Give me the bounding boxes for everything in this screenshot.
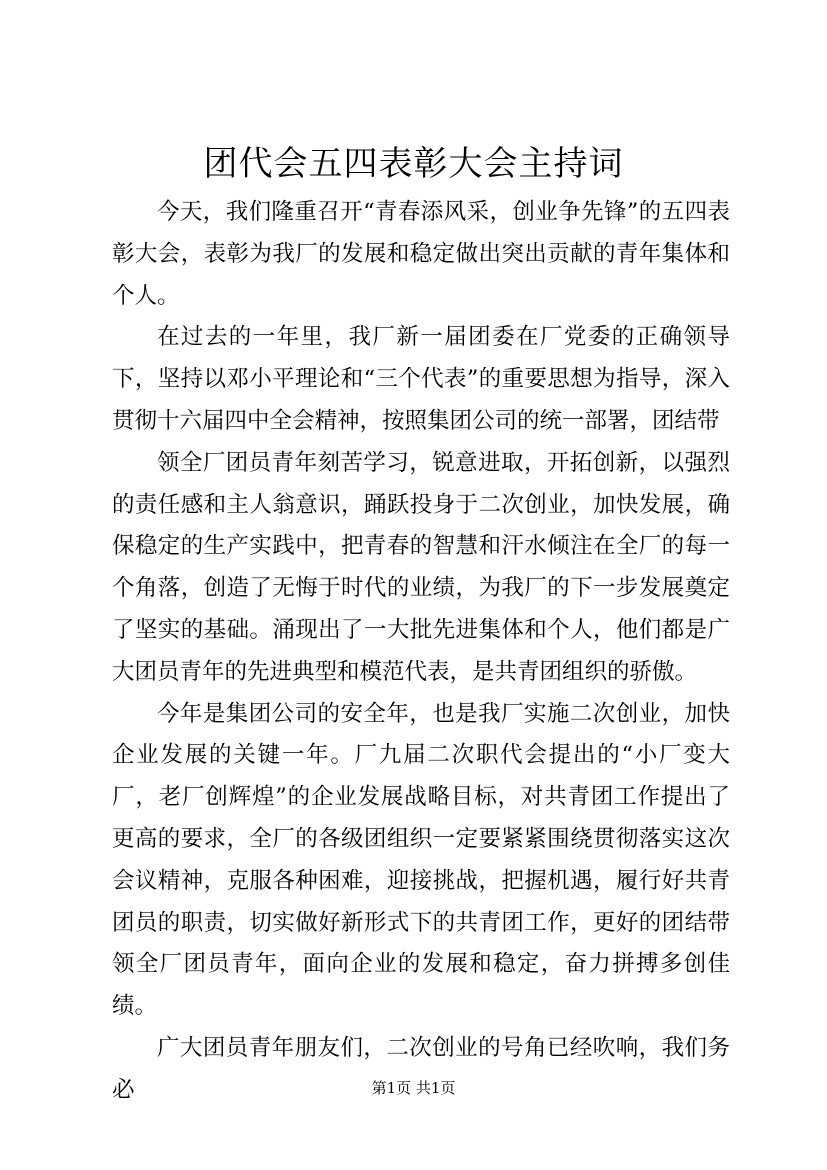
document-title: 团代会五四表彰大会主持词 [203,144,624,184]
paragraph: 在过去的一年里，我厂新一届团委在厂党委的正确领导下，坚持以邓小平理论和“三个代表”的重要思想为指导，深入贯彻十六届四中全会精神，按照集团公司的统一部署，团结带 [112,324,730,434]
paragraph: 今天，我们隆重召开“青春添风采，创业争先锋”的五四表彰大会，表彰为我厂的发展和稳定做出突出贡献的青年集体和个人。 [112,199,730,309]
paragraph: 今年是集团公司的安全年，也是我厂实施二次创业，加快企业发展的关键一年。厂九届二次职代会提出的“小厂变大厂，老厂创辉煌”的企业发展战略目标，对共青团工作提出了更高的要求，全厂的各级团组织一定要紧紧围绕贯彻落实这次会议精神，克服各种困难，迎接挑战，把握机遇，履行好共青团员的职责，切实做好新形式下的共青团工作，更好的团结带领全厂团员青年，面向企业的发展和稳定，奋力拼搏多创佳绩。 [112,700,730,1020]
page-footer: 第1页 共1页 [371,1079,456,1097]
paragraph: 广大团员青年朋友们，二次创业的号角已经吹响，我们务必 [112,1034,730,1103]
document-body [112,192,730,1112]
paragraph: 领全厂团员青年刻苦学习，锐意进取，开拓创新，以强烈的责任感和主人翁意识，踊跃投身于二次创业，加快发展，确保稳定的生产实践中，把青春的智慧和汗水倾注在全厂的每一个角落，创造了无悔于时代的业绩，为我厂的下一步发展奠定了坚实的基础。涌现出了一大批先进集体和个人，他们都是广大团员青年的先进典型和模范代表，是共青团组织的骄傲。 [112,449,730,685]
